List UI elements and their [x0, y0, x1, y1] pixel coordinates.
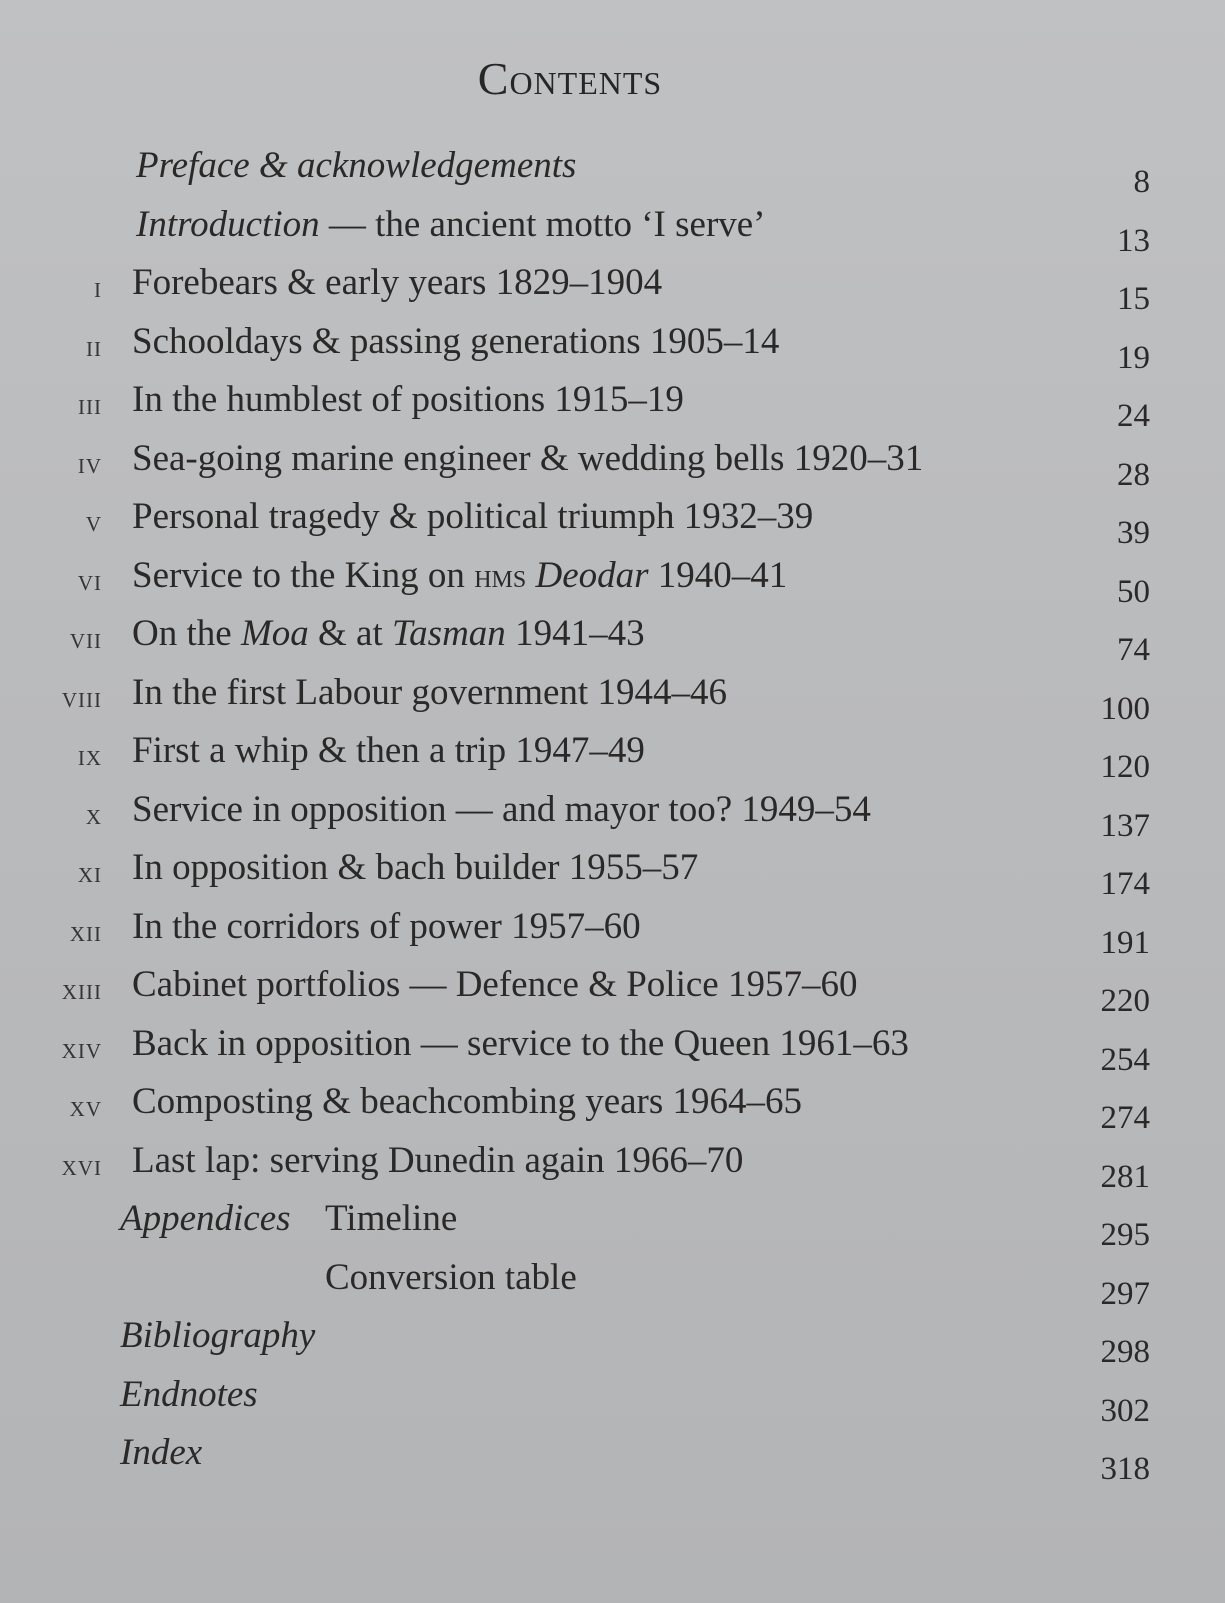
chapter-numeral: ix — [77, 739, 102, 772]
toc-title: Conversion table — [325, 1256, 577, 1298]
toc-row-chapter — [40, 725, 1150, 784]
toc-title: Endnotes — [120, 1373, 258, 1415]
toc-row-chapter — [40, 374, 1150, 433]
toc-title: Cabinet portfolios — Defence & Police 1957–60 — [132, 964, 858, 1005]
toc-page-number: 318 — [1100, 1451, 1150, 1487]
toc-title-smallcaps: hms — [474, 557, 527, 595]
toc-row-chapter — [40, 1018, 1150, 1077]
toc-title: Composting & beachcombing years 1964–65 — [132, 1081, 803, 1122]
toc-page-number: 120 — [1100, 749, 1150, 785]
toc-page-number: 298 — [1100, 1334, 1150, 1370]
toc-page-number: 15 — [1117, 281, 1150, 317]
toc-row-index — [40, 1427, 1150, 1486]
chapter-numeral: xi — [77, 856, 102, 889]
toc-row-chapter — [40, 1135, 1150, 1194]
toc-title: Schooldays & passing generations 1905–14 — [132, 320, 780, 362]
toc-row-chapter — [40, 316, 1150, 375]
toc-title: First a whip & then a trip 1947–49 — [132, 730, 645, 771]
chapter-numeral: vii — [69, 622, 102, 655]
toc-title-italic: Tasman — [392, 613, 506, 654]
toc-page-number: 281 — [1100, 1158, 1150, 1195]
toc-title: In the humblest of positions 1915–19 — [132, 379, 684, 420]
toc-title — [132, 612, 645, 655]
toc-page-number: 13 — [1117, 222, 1150, 259]
toc-title — [132, 554, 787, 597]
toc-page-number: 137 — [1100, 807, 1150, 844]
toc-title-part: Service to the King on — [132, 554, 475, 596]
toc-page-number: 19 — [1117, 339, 1150, 376]
toc-row-chapter — [40, 959, 1150, 1018]
toc-title-part: & at — [308, 613, 392, 654]
toc-title: Forebears & early years 1829–1904 — [132, 262, 663, 303]
toc-title: Last lap: serving Dunedin again 1966–70 — [132, 1139, 744, 1181]
toc-title-part: On the — [132, 613, 241, 654]
chapter-numeral: vi — [77, 563, 102, 597]
chapter-numeral: ii — [86, 329, 102, 363]
toc-row-appendix — [40, 1252, 1150, 1311]
toc-title: Back in opposition — service to the Queen 1961–63 — [132, 1022, 909, 1064]
toc-page-number: 295 — [1100, 1217, 1150, 1253]
toc-page-number: 220 — [1100, 983, 1150, 1019]
toc-title-italic: Moa — [240, 613, 309, 654]
toc-page-number: 174 — [1100, 866, 1150, 902]
toc-row-endnotes — [40, 1369, 1150, 1428]
toc-title-part: 1941–43 — [505, 613, 645, 654]
toc-title: In the first Labour government 1944–46 — [132, 671, 727, 713]
toc-title-part: 1940–41 — [648, 554, 788, 596]
toc-page-number: 274 — [1100, 1100, 1150, 1136]
toc-title: In the corridors of power 1957–60 — [132, 905, 641, 947]
toc-row-introduction — [40, 199, 1150, 258]
chapter-numeral: iii — [78, 388, 102, 421]
toc-list — [40, 140, 1150, 1486]
toc-title: Preface & acknowledgements — [136, 145, 577, 186]
chapter-numeral: iv — [77, 446, 102, 480]
chapter-numeral: x — [85, 797, 102, 831]
contents-heading: Contents — [477, 53, 663, 104]
toc-row-chapter — [40, 550, 1150, 609]
toc-row-chapter — [40, 1076, 1150, 1135]
toc-title: Timeline — [325, 1198, 458, 1239]
toc-row-chapter — [40, 784, 1150, 843]
toc-row-chapter — [40, 491, 1150, 550]
toc-page-number: 24 — [1117, 398, 1150, 434]
toc-row-bibliography — [40, 1310, 1150, 1369]
toc-row-appendix — [40, 1193, 1150, 1252]
toc-row-chapter — [40, 667, 1150, 726]
toc-title-rest: — the ancient motto ‘I serve’ — [319, 203, 766, 245]
toc-title-italic: Introduction — [136, 203, 320, 245]
chapter-numeral: xvi — [61, 1148, 102, 1182]
chapter-numeral: v — [85, 505, 102, 538]
chapter-numeral: xiv — [61, 1031, 102, 1065]
toc-row-chapter — [40, 901, 1150, 960]
toc-page-number: 254 — [1100, 1041, 1150, 1078]
toc-page-number: 302 — [1100, 1392, 1150, 1429]
chapter-numeral: viii — [61, 680, 102, 714]
toc-page-number: 100 — [1100, 690, 1150, 727]
toc-title — [136, 203, 766, 246]
toc-title-italic: Deodar — [535, 554, 649, 596]
toc-title: Sea-going marine engineer & wedding bells 1920–31 — [132, 437, 924, 479]
toc-row-chapter — [40, 842, 1150, 901]
toc-page-number: 39 — [1117, 515, 1150, 551]
toc-title: Personal tragedy & political triumph 1932–39 — [132, 496, 814, 537]
chapter-numeral: xv — [69, 1090, 102, 1123]
toc-page-number: 8 — [1133, 164, 1150, 200]
toc-row-preface — [40, 140, 1150, 199]
toc-page-number: 297 — [1100, 1275, 1150, 1312]
toc-title: Service in opposition — and mayor too? 1949–54 — [132, 788, 871, 830]
toc-page-number: 191 — [1100, 924, 1150, 961]
toc-page-number: 74 — [1117, 632, 1150, 668]
toc-row-chapter — [40, 257, 1150, 316]
toc-page-number: 50 — [1117, 573, 1150, 610]
chapter-numeral: xii — [69, 914, 102, 948]
toc-title: In opposition & bach builder 1955–57 — [132, 847, 699, 888]
toc-title: Bibliography — [120, 1315, 316, 1356]
chapter-numeral: xiii — [61, 973, 102, 1006]
toc-page-number: 28 — [1117, 456, 1150, 493]
toc-row-chapter — [40, 608, 1150, 667]
chapter-numeral: i — [94, 271, 102, 304]
appendices-label: Appendices — [120, 1198, 291, 1239]
toc-title: Index — [120, 1432, 203, 1473]
toc-row-chapter — [40, 433, 1150, 492]
